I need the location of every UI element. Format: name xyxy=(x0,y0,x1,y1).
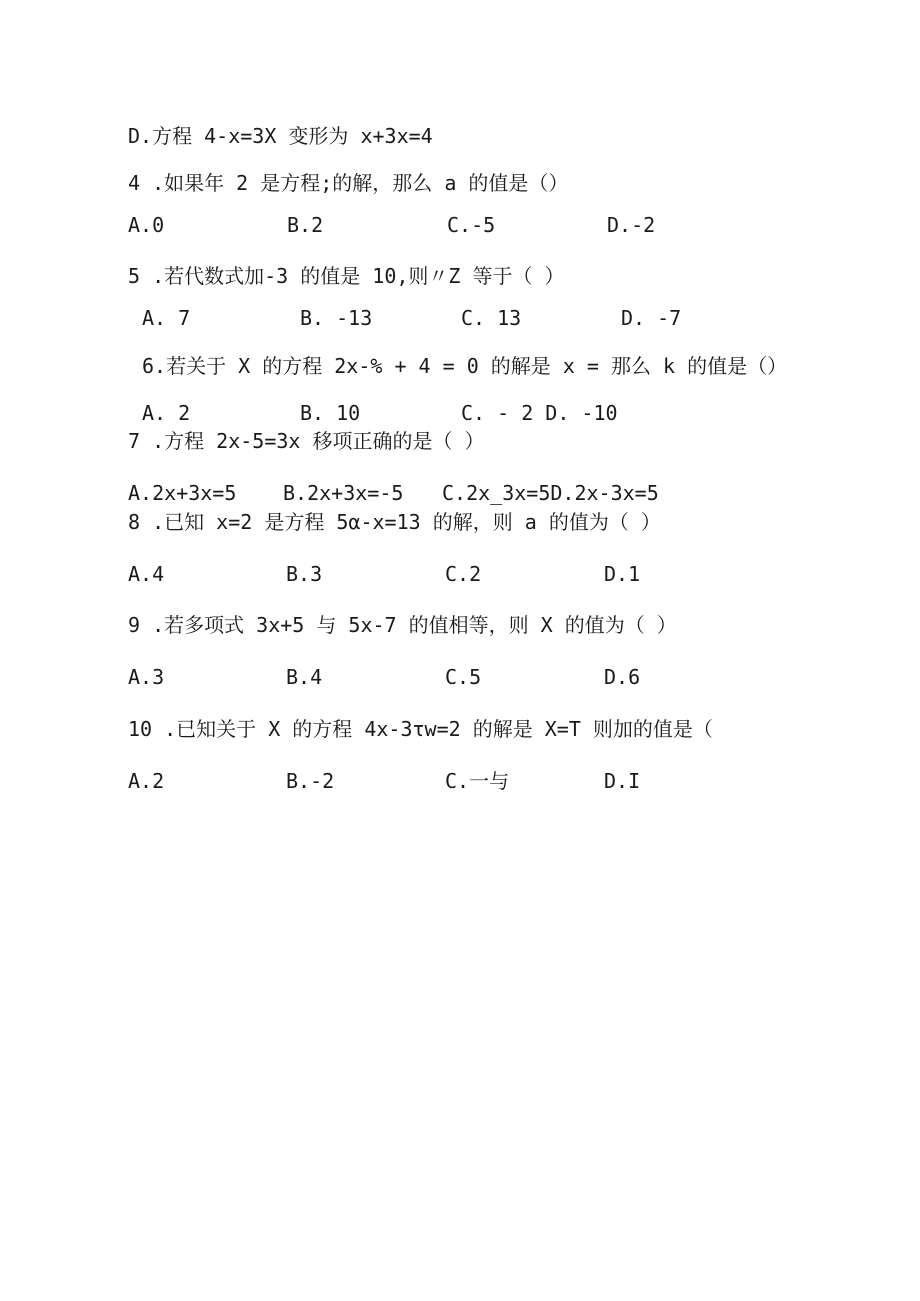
q10-option-b: B.-2 xyxy=(286,769,335,793)
q6-option-a: A. 2 xyxy=(142,401,191,425)
question-4: 4 .如果年 2 是方程;的解，那么 a 的值是（） xyxy=(128,171,569,195)
question-9: 9 .若多项式 3x+5 与 5x-7 的值相等，则 X 的值为（ ） xyxy=(128,613,677,637)
q7-option-a: A.2x+3x=5 xyxy=(128,481,237,505)
question-6: 6.若关于 X 的方程 2x-% + 4 = 0 的解是 x = 那么 k 的值是（） xyxy=(142,354,788,378)
q5-option-d: D. -7 xyxy=(621,306,682,330)
q10-option-a: A.2 xyxy=(128,769,165,793)
q9-option-d: D.6 xyxy=(604,665,641,689)
q5-option-c: C. 13 xyxy=(461,306,522,330)
q6-option-b: B. 10 xyxy=(300,401,361,425)
q8-option-c: C.2 xyxy=(445,562,482,586)
q4-option-d: D.-2 xyxy=(607,213,656,237)
q4-option-c: C.-5 xyxy=(447,213,496,237)
q7-option-c-d: C.2x_3x=5D.2x-3x=5 xyxy=(442,481,659,505)
q8-option-b: B.3 xyxy=(286,562,323,586)
q10-option-c: C.一与 xyxy=(445,769,510,793)
q4-option-b: B.2 xyxy=(287,213,324,237)
q4-option-a: A.0 xyxy=(128,213,165,237)
q10-option-d: D.I xyxy=(604,769,641,793)
q8-option-d: D.1 xyxy=(604,562,641,586)
q8-option-a: A.4 xyxy=(128,562,165,586)
q6-option-c-d: C. - 2 D. -10 xyxy=(461,401,618,425)
q9-option-c: C.5 xyxy=(445,665,482,689)
question-10: 10 .已知关于 X 的方程 4x-3τw=2 的解是 X=T 则加的值是（ xyxy=(128,717,713,741)
question-7: 7 .方程 2x-5=3x 移项正确的是（ ） xyxy=(128,429,485,453)
q5-option-a: A. 7 xyxy=(142,306,191,330)
question-5: 5 .若代数式加-3 的值是 10,则〃Z 等于（ ） xyxy=(128,264,565,288)
statement-d: D.方程 4-x=3X 变形为 x+3x=4 xyxy=(128,124,433,148)
question-8: 8 .已知 x=2 是方程 5α-x=13 的解，则 a 的值为（ ） xyxy=(128,510,661,534)
q7-option-b: B.2x+3x=-5 xyxy=(283,481,404,505)
q5-option-b: B. -13 xyxy=(300,306,373,330)
q9-option-a: A.3 xyxy=(128,665,165,689)
q9-option-b: B.4 xyxy=(286,665,323,689)
